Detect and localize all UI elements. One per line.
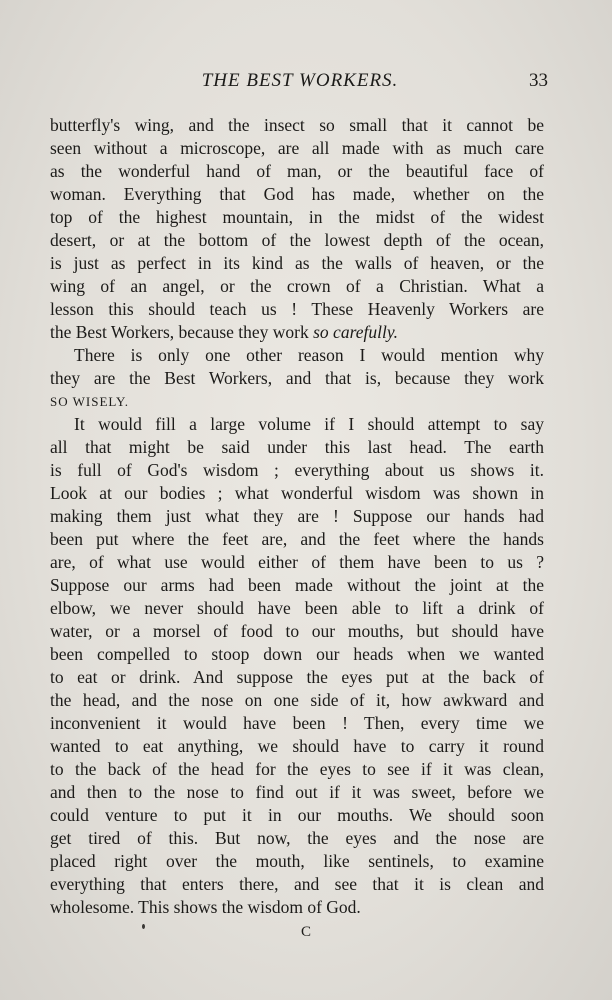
text-line: top of the highest mountain, in the midst of the widest [50,207,544,227]
text-line: butterfly's wing, and the insect so small that it cannot be [50,115,544,135]
text-line: wanted to eat anything, we should have to carry it round [50,736,544,756]
text-line: is just as perfect in its kind as the walls of heaven, or the [50,253,544,273]
text-line: lesson this should teach us ! These Heavenly Workers are [50,299,544,319]
text-line: as the wonderful hand of man, or the beautiful face of [50,161,544,181]
text-line: placed right over the mouth, like sentinels, to examine [50,851,544,871]
text-line: been compelled to stoop down our heads when we wanted [50,644,544,664]
text-line: wing of an angel, or the crown of a Christian. What a [50,276,544,296]
text-line: are, of what use would either of them have been to us ? [50,552,544,572]
signature-mark: C [300,924,311,940]
text-line: seen without a microscope, are all made with as much care [50,138,544,158]
page-header [52,70,548,98]
text-line: inconvenient it would have been ! Then, every time we [50,713,544,733]
text-line: everything that enters there, and see that it is clean and [50,874,544,894]
text-line [50,321,544,344]
text-line: all that might be said under this last head. The earth [50,437,544,457]
text-line: and then to the nose to find out if it was sweet, before we [50,782,544,802]
text-line: to the back of the head for the eyes to see if it was clean, [50,759,544,779]
text-line: the head, and the nose on one side of it, how awkward and [50,690,544,710]
body-text [50,114,544,919]
text-line: desert, or at the bottom of the lowest depth of the ocean, [50,230,544,250]
text-line-plain: the Best Workers, because they work [50,322,314,342]
text-line: It would fill a large volume if I should attempt to say [74,414,544,434]
text-line: could venture to put it in our mouths. We should soon [50,805,544,825]
text-line: to eat or drink. And suppose the eyes put at the back of [50,667,544,687]
text-line: is full of God's wisdom ; everything about us shows it. [50,460,544,480]
text-line-small-caps: SO WISELY. [50,394,130,409]
text-line: making them just what they are ! Suppose our hands had [50,506,544,526]
emphasis-text: so carefully. [313,322,399,342]
text-line: woman. Everything that God has made, whether on the [50,184,544,204]
running-title: THE BEST WORKERS. [201,70,399,91]
text-line: There is only one other reason I would mention why [74,345,544,365]
text-line: water, or a morsel of food to our mouths, but should have [50,621,544,641]
text-line: Suppose our arms had been made without the joint at the [50,575,544,595]
text-line: been put where the feet are, and the feet where the hands [50,529,544,549]
text-line: wholesome. This shows the wisdom of God. [50,897,361,917]
text-line: they are the Best Workers, and that is, because they work [50,368,544,388]
page-number: 33 [529,70,548,91]
text-line: Look at our bodies ; what wonderful wisdom was shown in [50,483,544,503]
text-line: elbow, we never should have been able to lift a drink of [50,598,544,618]
text-line: get tired of this. But now, the eyes and the nose are [50,828,544,848]
